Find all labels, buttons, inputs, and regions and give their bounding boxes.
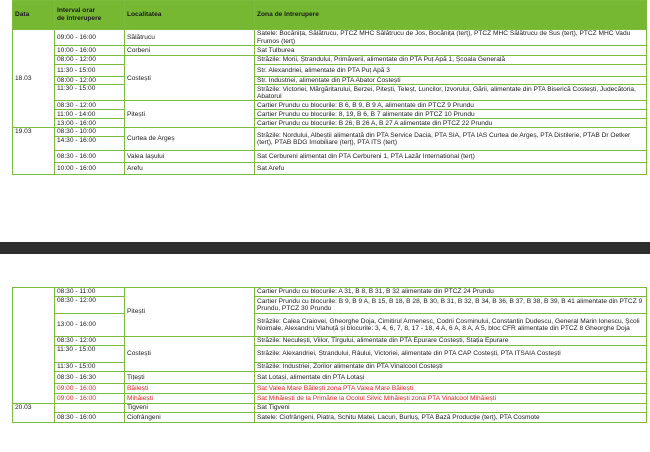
table-row (13, 314, 647, 337)
table-row (13, 150, 647, 162)
zone-cell: Sat Valea Mare Băilești zona PTA Valea Mare Băilești (255, 384, 647, 394)
time-cell (55, 404, 125, 413)
table-row (13, 77, 647, 85)
date-cell: 19.03 (13, 128, 55, 174)
zone-cell: Cartier Prundu cu blocurile: A 31, B 8, B 31, B 32 alimentate din PTCZ 24 Prundu (255, 288, 647, 297)
locality-cell: Pitești (125, 288, 255, 337)
table-row (13, 363, 647, 372)
time-cell: 08:00 - 12:00 (55, 56, 125, 65)
zone-cell: Sat Cerbureni alimentat din PTA Cerbureni 1, PTA Lazăr International (terț) (255, 150, 647, 162)
schedule-sheet-2 (12, 287, 646, 452)
zone-cell: Cartier Prundu cu blocurile: B 9, B 9 A, B 15, B 18, B 28, B 30, B 31, B 32, B 34, B 36, B 37, B 38, B 39, B 41 alimentate din PTCZ 9 Prundu, PTCZ 30 Prundu (255, 297, 647, 314)
time-cell: 11:00 - 14:00 (55, 110, 125, 119)
table-row (13, 56, 647, 65)
locality-cell: Băilești (125, 384, 255, 394)
time-cell: 13:00 - 16:00 (55, 119, 125, 128)
table-row (13, 288, 647, 297)
time-cell: 11:30 - 15:00 (55, 85, 125, 101)
zone-cell: Străzile: Industriei, Zorilor alimentate din PTA Vinalcool Costești (255, 363, 647, 372)
header-zone: Zona de întrerupere (255, 1, 647, 30)
table-row (13, 46, 647, 56)
table-row (13, 30, 647, 46)
time-cell: 10:00 - 16:00 (55, 162, 125, 174)
table-row (13, 297, 647, 314)
time-cell: 08:30 - 16:00 (55, 150, 125, 162)
time-cell: 09:00 - 16:00 (55, 384, 125, 394)
table-row (13, 162, 647, 174)
zone-cell: Sat Tulburea (255, 46, 647, 56)
date-cell: 18.03 (13, 30, 55, 128)
time-cell: 14:30 - 16:00 (55, 136, 125, 150)
time-cell: 11:30 - 15:00 (55, 65, 125, 77)
table-row (13, 85, 647, 101)
table-row (13, 413, 647, 423)
table-row (13, 384, 647, 394)
locality-cell: Corbeni (125, 46, 255, 56)
header-row (13, 1, 647, 30)
time-cell: 08:30 - 12:00 (55, 101, 125, 110)
time-cell: 08:30 - 16:00 (55, 413, 125, 423)
time-cell: 10:00 - 16:00 (55, 46, 125, 56)
time-cell: 08:00 - 12:00 (55, 77, 125, 85)
time-cell: 11:30 - 15:00 (55, 346, 125, 363)
table-row (13, 394, 647, 404)
table-row (13, 337, 647, 346)
time-cell: 08:30 - 16:30 (55, 372, 125, 384)
zone-cell: Străzile: Victoriei, Mărgăritarului, Berzei, Pitești, Teleșt, Luncilor, Izvorului, Gării, alimentate din PTA Biserică Costești, Judecătoria, Abatorul (255, 85, 647, 101)
zone-cell: Satele: Bocănița, Sălătrucu, PTCZ MHC Sălătrucu de Jos, Bocănița (terț), PTCZ MHC Sălătrucu de Sus (terț), PTCZ MHC Vadu Frumos (terț) (255, 30, 647, 46)
table-row (13, 101, 647, 110)
zone-cell: Satele: Ciofrângeni, Piatra, Schitu Matei, Lacuri, Burluș, PTA Bază Producție (terț), PTA Cosmote (255, 413, 647, 423)
locality-cell: Țițești (125, 372, 255, 384)
header-locality: Localitatea (125, 1, 255, 30)
zone-cell: Sat Mihăiești de la Primărie la Ocolul Silvic Mihăiești zona PTA Vinalcool Mihăiești (255, 394, 647, 404)
table-row (13, 110, 647, 119)
date-cell (13, 288, 55, 404)
locality-cell: Sălătrucu (125, 30, 255, 46)
locality-cell: Curtea de Argeș (125, 128, 255, 150)
zone-cell: Străzile: Morii, Ștrandului, Primăverii, alimentate din PTA Puț Apă 1, Școala Generală (255, 56, 647, 65)
locality-cell: Ciofrângeni (125, 413, 255, 423)
table-row (13, 119, 647, 128)
zone-cell: Străzile: Nordului, Albeștii alimentată din PTA Service Dacia, PTA SIA, PTA IAS Curtea de Argeș, PTA Distilerie, PTAB Dr Oetker (terț), PTAB BDG Imobiliare (terț), PTA ITS (terț) (255, 128, 647, 150)
time-cell: 08:30 - 10:00 (55, 128, 125, 136)
locality-cell: Tigveni (125, 404, 255, 413)
time-cell: 08:30 - 11:00 (55, 288, 125, 297)
table-row (13, 65, 647, 77)
locality-cell: Costești (125, 56, 255, 101)
locality-cell: Valea Iașului (125, 150, 255, 162)
zone-cell: Cartier Prundu cu blocurile: B 6, B 9, B 9 A, alimentate din PTCZ 9 Prundu (255, 101, 647, 110)
zone-cell: Străzile: Calea Craiovei, Gheorghe Doja, Cimitirul Armenesc, Codrii Cosminului, Constantin Dudescu, General Marin Ionescu, Școli Noimale, Alexandru Vlahuță și blocurile: 3, 4, 6, 7, 8, 17 - 18, 4 A, 6 A, 8 A, A 5, bloc CFR alimentate din PTCZ 8 Gheorghe Doja (255, 314, 647, 337)
time-cell: 08:30 - 12:00 (55, 337, 125, 346)
locality-cell: Arefu (125, 162, 255, 174)
table-row (13, 346, 647, 363)
table-row (13, 128, 647, 136)
locality-cell: Mihăiești (125, 394, 255, 404)
zone-cell: Străzile: Neculești, Viilor, Tîrgului, alimentate din PTA Epurare Costești, Stația Epurare (255, 337, 647, 346)
locality-cell: Pitești (125, 101, 255, 128)
time-cell: 11:30 - 15:00 (55, 363, 125, 372)
zone-cell: Cartier Prundu cu blocurile: 8, 19, B 6, B 7 alimentate din PTCZ 10 Prundu (255, 110, 647, 119)
date-cell: 20.03 (13, 404, 55, 423)
time-cell: 13:00 - 16:00 (55, 314, 125, 337)
zone-cell: Str. Industriei, alimentate din PTA Abator Costești (255, 77, 647, 85)
table-row (13, 372, 647, 384)
time-cell: 09:00 - 16:00 (55, 30, 125, 46)
zone-cell: Str. Alexandriei, alimentate din PTA Puț Apă 3 (255, 65, 647, 77)
table-row (13, 404, 647, 413)
outage-table-1 (12, 0, 647, 175)
page-separator (0, 242, 650, 254)
zone-cell: Sat Tigveni (255, 404, 647, 413)
zone-cell: Sat Arefu (255, 162, 647, 174)
header-interval: Interval orar de întrerupere (55, 1, 125, 30)
locality-cell: Costești (125, 337, 255, 372)
zone-cell: Străzile: Alexandriei, Ștrandului, Râului, Victoriei, alimentate din PTA CAP Costești, PTA ITSAIA Costești (255, 346, 647, 363)
zone-cell: Sat Lotași, alimentate din PTA Lotași (255, 372, 647, 384)
time-cell: 08:30 - 12:00 (55, 297, 125, 314)
outage-table-2 (12, 287, 647, 423)
schedule-sheet-1 (12, 0, 646, 198)
time-cell: 09:00 - 16:00 (55, 394, 125, 404)
zone-cell: Cartier Prundu cu blocurile: B 26, B 26 A, B 27 A alimentate din PTCZ 22 Prundu (255, 119, 647, 128)
header-date: Data (13, 1, 55, 30)
